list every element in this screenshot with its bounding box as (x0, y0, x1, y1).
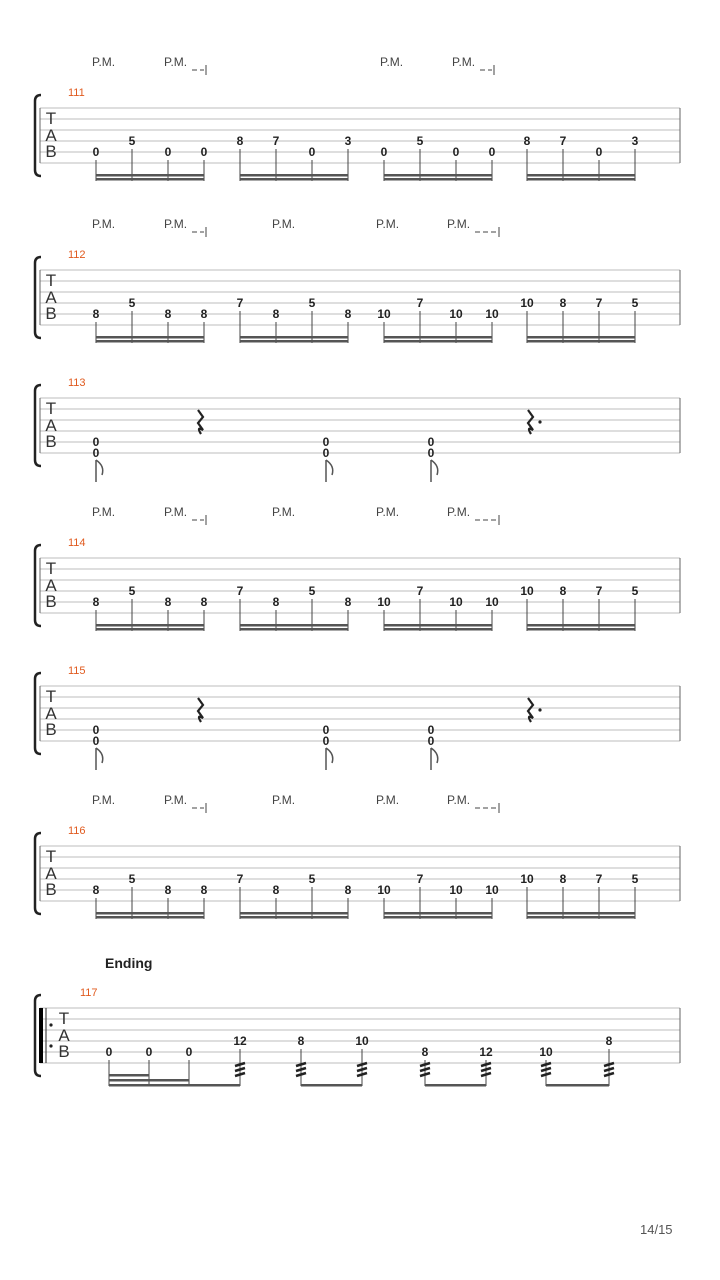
beam (546, 1084, 609, 1087)
measure-number: 114 (68, 537, 86, 549)
beam (527, 916, 635, 919)
fret-number: 8 (272, 595, 280, 609)
fret-number: 0 (322, 723, 330, 737)
tab-clef-a: A (45, 864, 57, 883)
fret-number: 7 (595, 584, 603, 598)
tab-system (35, 217, 680, 343)
fret-number: 8 (559, 584, 567, 598)
palm-mute-label: P.M. (164, 55, 188, 69)
quarter-rest (528, 698, 533, 722)
fret-number: 8 (523, 134, 531, 148)
repeat-dot (49, 1023, 52, 1026)
tab-clef-b: B (45, 720, 57, 739)
beam (527, 628, 635, 631)
beam (96, 916, 204, 919)
beam (240, 174, 348, 177)
beam (527, 174, 635, 177)
tab-clef-b: B (58, 1042, 70, 1061)
fret-number: 8 (92, 883, 100, 897)
measure-number: 112 (68, 249, 86, 261)
fret-number: 5 (631, 872, 639, 886)
fret-number: 3 (344, 134, 352, 148)
fret-number: 10 (520, 584, 534, 598)
palm-mute-label: P.M. (380, 55, 404, 69)
fret-number: 8 (272, 307, 280, 321)
beam (240, 628, 348, 631)
fret-number: 3 (631, 134, 639, 148)
tab-system (35, 793, 680, 919)
beam (240, 912, 348, 915)
beam (527, 912, 635, 915)
tremolo-slash (296, 1068, 306, 1071)
beam (109, 1079, 189, 1082)
fret-number: 7 (236, 296, 244, 310)
fret-number: 5 (128, 872, 136, 886)
fret-number: 8 (92, 307, 100, 321)
beam (240, 916, 348, 919)
fret-number: 8 (272, 883, 280, 897)
fret-number: 0 (92, 734, 100, 748)
beam (240, 340, 348, 343)
fret-number: 8 (344, 883, 352, 897)
fret-number: 0 (380, 145, 388, 159)
fret-number: 0 (322, 734, 330, 748)
palm-mute-label: P.M. (92, 217, 116, 231)
tab-clef-t: T (45, 847, 57, 866)
fret-number: 0 (452, 145, 460, 159)
fret-number: 10 (520, 872, 534, 886)
measure-number: 115 (68, 665, 86, 677)
beam (527, 624, 635, 627)
quarter-rest (198, 698, 203, 722)
fret-number: 5 (308, 872, 316, 886)
fret-number: 8 (559, 872, 567, 886)
fret-number: 10 (539, 1045, 553, 1059)
fret-number: 7 (416, 296, 424, 310)
tab-clef-t: T (45, 271, 57, 290)
tremolo-slash (296, 1073, 306, 1076)
beam (301, 1084, 362, 1087)
rest-dot (538, 708, 541, 711)
section-label: Ending (105, 955, 153, 971)
tab-clef-t: T (45, 399, 57, 418)
note-flag (96, 460, 103, 482)
fret-number: 0 (322, 435, 330, 449)
fret-number: 5 (128, 134, 136, 148)
note-flag (326, 460, 333, 482)
fret-number: 8 (200, 595, 208, 609)
fret-number: 0 (145, 1045, 153, 1059)
fret-number: 10 (377, 883, 391, 897)
note-flag (431, 748, 438, 770)
tab-clef-t: T (45, 559, 57, 578)
fret-number: 8 (297, 1034, 305, 1048)
palm-mute-label: P.M. (164, 217, 188, 231)
measure-number: 116 (68, 825, 86, 837)
fret-number: 5 (308, 296, 316, 310)
beam (96, 912, 204, 915)
tab-system (35, 665, 680, 770)
fret-number: 8 (92, 595, 100, 609)
fret-number: 0 (105, 1045, 113, 1059)
palm-mute-label: P.M. (272, 505, 296, 519)
tab-clef-b: B (45, 304, 57, 323)
fret-number: 7 (595, 296, 603, 310)
tab-system (35, 55, 680, 181)
fret-number: 0 (488, 145, 496, 159)
palm-mute-label: P.M. (376, 793, 400, 807)
tab-clef-t: T (45, 687, 57, 706)
beam (527, 178, 635, 181)
beam (96, 624, 204, 627)
tab-clef-b: B (45, 880, 57, 899)
beam (384, 174, 492, 177)
tab-system (35, 955, 680, 1087)
fret-number: 10 (449, 595, 463, 609)
fret-number: 0 (427, 723, 435, 737)
fret-number: 10 (355, 1034, 369, 1048)
fret-number: 0 (427, 734, 435, 748)
fret-number: 7 (236, 872, 244, 886)
tremolo-slash (235, 1068, 245, 1071)
palm-mute-label: P.M. (447, 793, 471, 807)
palm-mute-label: P.M. (376, 505, 400, 519)
fret-number: 5 (128, 296, 136, 310)
fret-number: 5 (128, 584, 136, 598)
fret-number: 7 (595, 872, 603, 886)
page-number: 14/15 (640, 1222, 673, 1237)
palm-mute-label: P.M. (376, 217, 400, 231)
note-flag (431, 460, 438, 482)
tab-clef-t: T (58, 1009, 70, 1028)
beam (109, 1074, 149, 1077)
fret-number: 0 (427, 446, 435, 460)
fret-number: 8 (164, 307, 172, 321)
fret-number: 5 (631, 584, 639, 598)
measure-number: 117 (80, 987, 98, 999)
palm-mute-label: P.M. (164, 505, 188, 519)
tremolo-slash (481, 1068, 491, 1071)
fret-number: 8 (605, 1034, 613, 1048)
fret-number: 8 (344, 307, 352, 321)
beam (240, 336, 348, 339)
palm-mute-label: P.M. (92, 793, 116, 807)
fret-number: 0 (427, 435, 435, 449)
tab-system (35, 377, 680, 482)
beam (384, 336, 492, 339)
tab-clef-a: A (45, 704, 57, 723)
fret-number: 8 (559, 296, 567, 310)
beam (96, 336, 204, 339)
fret-number: 0 (200, 145, 208, 159)
tremolo-slash (235, 1073, 245, 1076)
fret-number: 0 (185, 1045, 193, 1059)
tremolo-slash (357, 1073, 367, 1076)
beam (384, 916, 492, 919)
fret-number: 10 (485, 883, 499, 897)
tab-clef-t: T (45, 109, 57, 128)
beam (527, 336, 635, 339)
beam (96, 628, 204, 631)
tab-system (35, 505, 680, 631)
fret-number: 10 (520, 296, 534, 310)
fret-number: 5 (631, 296, 639, 310)
fret-number: 7 (272, 134, 280, 148)
fret-number: 8 (200, 307, 208, 321)
beam (384, 340, 492, 343)
fret-number: 8 (164, 595, 172, 609)
fret-number: 10 (449, 883, 463, 897)
beam (109, 1084, 240, 1087)
fret-number: 5 (416, 134, 424, 148)
measure-number: 111 (68, 87, 85, 99)
beam (384, 628, 492, 631)
tab-clef-a: A (45, 576, 57, 595)
measure-number: 113 (68, 377, 86, 389)
repeat-dot (49, 1044, 52, 1047)
fret-number: 12 (479, 1045, 493, 1059)
fret-number: 0 (92, 145, 100, 159)
fret-number: 0 (322, 446, 330, 460)
fret-number: 0 (164, 145, 172, 159)
fret-number: 8 (164, 883, 172, 897)
palm-mute-label: P.M. (272, 217, 296, 231)
beam (425, 1084, 486, 1087)
fret-number: 12 (233, 1034, 247, 1048)
beam (240, 178, 348, 181)
tremolo-slash (541, 1068, 551, 1071)
tab-clef-a: A (58, 1026, 70, 1045)
beam (240, 624, 348, 627)
tab-clef-b: B (45, 142, 57, 161)
fret-number: 8 (200, 883, 208, 897)
beam (96, 174, 204, 177)
tremolo-slash (420, 1073, 430, 1076)
tab-clef-a: A (45, 416, 57, 435)
fret-number: 7 (416, 872, 424, 886)
beam (384, 912, 492, 915)
tremolo-slash (604, 1073, 614, 1076)
tremolo-slash (541, 1073, 551, 1076)
beam (96, 340, 204, 343)
fret-number: 0 (308, 145, 316, 159)
palm-mute-label: P.M. (272, 793, 296, 807)
beam (527, 340, 635, 343)
palm-mute-label: P.M. (447, 217, 471, 231)
note-flag (326, 748, 333, 770)
fret-number: 0 (92, 723, 100, 737)
fret-number: 10 (485, 595, 499, 609)
note-flag (96, 748, 103, 770)
fret-number: 0 (92, 435, 100, 449)
tremolo-slash (420, 1068, 430, 1071)
palm-mute-label: P.M. (92, 505, 116, 519)
palm-mute-label: P.M. (447, 505, 471, 519)
beam (96, 178, 204, 181)
tremolo-slash (604, 1068, 614, 1071)
fret-number: 7 (236, 584, 244, 598)
beam (384, 178, 492, 181)
palm-mute-label: P.M. (92, 55, 116, 69)
fret-number: 10 (377, 595, 391, 609)
fret-number: 8 (344, 595, 352, 609)
tab-clef-a: A (45, 126, 57, 145)
fret-number: 8 (421, 1045, 429, 1059)
fret-number: 0 (92, 446, 100, 460)
fret-number: 10 (377, 307, 391, 321)
fret-number: 7 (559, 134, 567, 148)
palm-mute-label: P.M. (452, 55, 476, 69)
repeat-thick-bar (39, 1008, 43, 1063)
fret-number: 0 (595, 145, 603, 159)
beam (384, 624, 492, 627)
fret-number: 10 (449, 307, 463, 321)
fret-number: 10 (485, 307, 499, 321)
fret-number: 8 (236, 134, 244, 148)
palm-mute-label: P.M. (164, 793, 188, 807)
fret-number: 7 (416, 584, 424, 598)
quarter-rest (528, 410, 533, 434)
tab-clef-b: B (45, 432, 57, 451)
tab-clef-b: B (45, 592, 57, 611)
tremolo-slash (357, 1068, 367, 1071)
tab-clef-a: A (45, 288, 57, 307)
quarter-rest (198, 410, 203, 434)
fret-number: 5 (308, 584, 316, 598)
rest-dot (538, 420, 541, 423)
tremolo-slash (481, 1073, 491, 1076)
